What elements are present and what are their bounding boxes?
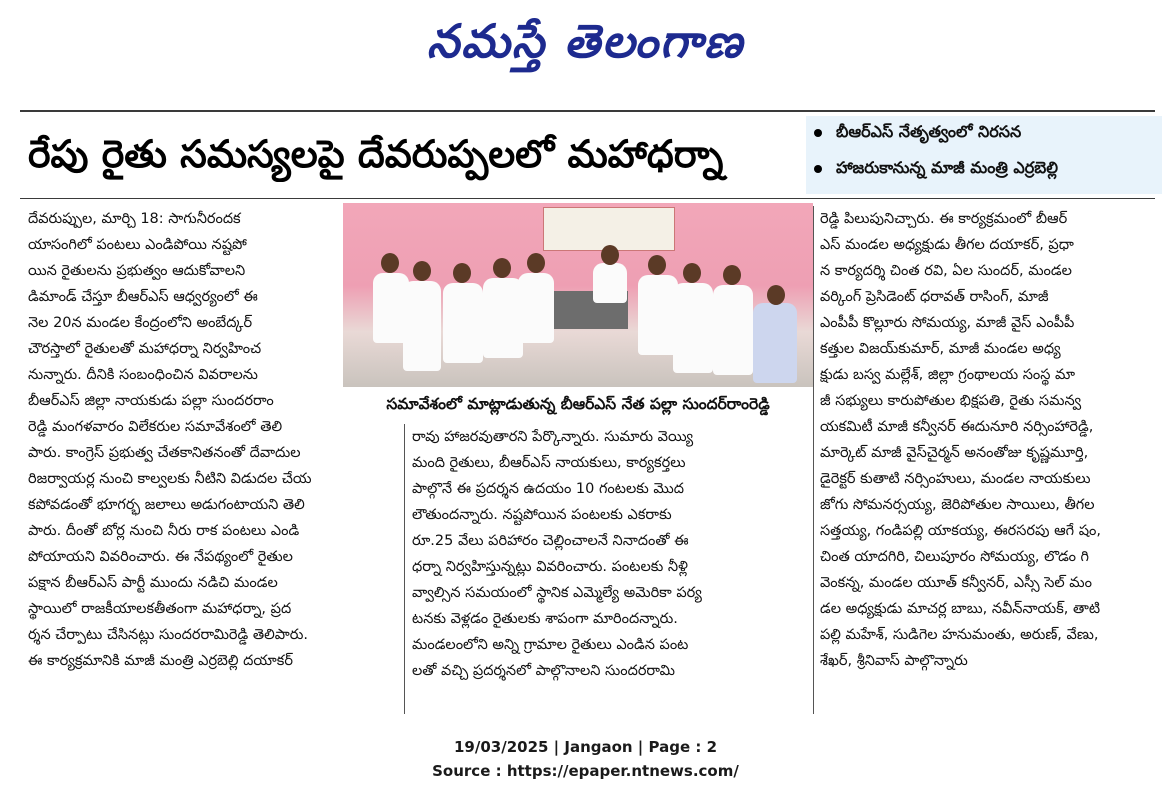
article-line: పారు. కాంగ్రెస్ ప్రభుత్వ చేతకానితనంతో దేవాదుల — [28, 445, 301, 461]
article-line: నున్నారు. దీనికి సంబంధించిన వివరాలను — [28, 367, 258, 383]
top-divider — [20, 110, 1155, 112]
column-divider — [404, 424, 405, 714]
article-column-3 — [820, 206, 1156, 674]
article-column-1 — [28, 206, 396, 674]
article-line: నెల 20న మండల కేంద్రంలోని అంబేద్కర్ — [28, 315, 253, 331]
article-line: మంది రైతులు, బీఆర్ఎస్ నాయకులు, కార్యకర్తలు — [412, 455, 686, 471]
bullet-icon — [814, 165, 822, 173]
article-line: వ్వాల్సిన సమయంలో స్థానిక ఎమ్మెల్యే అమెరికా పర్య — [412, 585, 702, 601]
article-line: చింత యాదగిరి, చిలుపూరం సోమయ్య, లొడం గి — [820, 549, 1090, 565]
article-line: కపోవడంతో భూగర్భ జలాలు అడుగంటాయని తెలి — [28, 497, 305, 513]
article-line: ధర్నా నిర్వహిస్తున్నట్లు వివరించారు. పంటలకు నీళ్లి — [412, 559, 688, 575]
article-line: ఎస్ మండల అధ్యక్షుడు తీగల దయాకర్, ప్రధా — [820, 237, 1074, 253]
article-line: యకమిటీ మాజీ కన్వీనర్ ఈదునూరి నర్సింహారెడ్డి, — [820, 419, 1094, 435]
article-column-2 — [412, 424, 806, 684]
article-line: కత్తుల విజయ్‌కుమార్, మాజీ మండల అధ్య — [820, 341, 1061, 357]
article-line: రావు హాజరవుతారని పేర్కొన్నారు. సుమారు వెయ్యి — [412, 429, 694, 445]
article-line: శేఖర్, శ్రీనివాస్ పాల్గొన్నారు — [820, 653, 968, 669]
article-line: ఎంపీపీ కొల్లూరు సోమయ్య, మాజీ వైస్ ఎంపీపీ — [820, 315, 1075, 331]
highlight-text: బీఆర్ఎస్ నేతృత్వంలో నిరసన — [836, 122, 1022, 141]
article-line: పాల్గొనే ఈ ప్రదర్శన ఉదయం 10 గంటలకు మొద — [412, 481, 685, 497]
article-line: పోయాయని వివరించారు. ఈ నేపథ్యంలో రైతుల — [28, 549, 293, 565]
footer-source: Source : https://epaper.ntnews.com/ — [432, 762, 739, 780]
article-line: ఈ కార్యక్రమానికి మాజీ మంత్రి ఎర్రబెల్లి దయాకర్ — [28, 653, 293, 669]
article-line: టనకు వెళ్లడం రైతులకు శాపంగా మారిందన్నారు. — [412, 611, 678, 627]
article-line: డిమాండ్ చేస్తూ బీఆర్ఎస్ ఆధ్వర్యంలో ఈ — [28, 289, 258, 305]
article-line: దేవరుప్పుల, మార్చి 18: సాగునీరందక — [28, 211, 241, 227]
highlights-box — [806, 116, 1162, 194]
highlight-text: హాజరుకానున్న మాజీ మంత్రి ఎర్రబెల్లి — [836, 158, 1058, 177]
article-line: పారు. దీంతో బోర్ల నుంచి నీరు రాక పంటలు ఎండి — [28, 523, 300, 539]
article-line: లౌతుందన్నారు. నష్టపోయిన పంటలకు ఎకరాకు — [412, 507, 672, 523]
article-line: వెంకన్న, మండల యూత్ కన్వీనర్, ఎస్సీ సెల్ మం — [820, 575, 1092, 591]
article-line: సత్తయ్య, గండిపల్లి యాకయ్య, ఈరసరపు ఆగే షం, — [820, 523, 1102, 539]
article-line: డల అధ్యక్షుడు మాచర్ల బాబు, నవీన్‌నాయక్, తాటి — [820, 601, 1101, 617]
article-line: రెడ్డి మంగళవారం విలేకరుల సమావేశంలో తెలి — [28, 419, 283, 435]
article-line: డైరెక్టర్ కుతాటి నర్సింహులు, మండల నాయకులు — [820, 471, 1091, 487]
article-line: వర్కింగ్ ప్రెసిడెంట్ ధరావత్ రాసింగ్, మాజీ — [820, 289, 1049, 305]
photo-caption: సమావేశంలో మాట్లాడుతున్న బీఆర్ఎస్ నేత పల్లా సుందర్‌రాంరెడ్డి — [386, 395, 770, 413]
footer-dateline: 19/03/2025 | Jangaon | Page : 2 — [453, 738, 718, 756]
article-line: జోగు సోమనర్సయ్య, జెరిపోతుల సాయిలు, తీగల — [820, 497, 1095, 513]
article-line: రూ.25 వేలు పరిహారం చెల్లించాలనే నినాదంతో ఈ — [412, 533, 689, 549]
newspaper-name: నమస్తే తెలంగాణ — [426, 14, 745, 68]
article-line: క్షుడు బస్వ మల్లేశ్, జిల్లా గ్రంథాలయ సంస్థ మా — [820, 367, 1076, 383]
article-line: లతో వచ్చి ప్రదర్శనలో పాల్గొనాలని సుందరరామి — [412, 663, 675, 679]
article-line: మండలంలోని అన్ని గ్రామాల రైతులు ఎండిన పంట — [412, 637, 689, 653]
article-headline: రేపు రైతు సమస్యలపై దేవరుప్పలలో మహాధర్నా — [28, 132, 724, 176]
article-line: ర్శన చేర్పాటు చేసినట్లు సుందరరామిరెడ్డి తెలిపారు. — [28, 627, 308, 643]
article-line: యాసంగిలో పంటలు ఎండిపోయి నష్టపో — [28, 237, 247, 253]
article-line: స్థాయిలో రాజకీయాలకతీతంగా మహాధర్నా, ప్రద — [28, 601, 292, 617]
article-line: పల్లి మహేశ్, సుడిగెల హనుమంతు, అరుణ్, వేణు, — [820, 627, 1099, 643]
article-line: బీఆర్ఎస్ జిల్లా నాయకుడు పల్లా సుందరరాం — [28, 393, 274, 409]
article-line: రెడ్డి పిలుపునిచ్చారు. ఈ కార్యక్రమంలో బీఆర్ — [820, 211, 1068, 227]
article-line: మార్కెట్ మాజీ వైస్‌చైర్మన్ అనంతోజు కృష్ణమూర్తి, — [820, 445, 1089, 461]
article-line: జీ సభ్యులు కారుపోతుల భిక్షపతి, రైతు సమన్వ — [820, 393, 1082, 409]
bullet-icon — [814, 129, 822, 137]
article-photo — [343, 203, 813, 387]
article-line: న కార్యదర్శి చింత రవి, ఏల సుందర్, మండల — [820, 263, 1072, 279]
article-line: పక్షాన బీఆర్ఎస్ పార్టీ ముందు నడిచి మండల — [28, 575, 278, 591]
article-line: యిన రైతులను ప్రభుత్వం ఆదుకోవాలని — [28, 263, 246, 279]
column-divider — [813, 206, 814, 714]
masthead — [0, 6, 1171, 76]
headline-divider — [20, 198, 1155, 199]
highlight-item — [814, 122, 1021, 145]
article-line: రిజర్వాయర్ల నుంచి కాల్వలకు నీటిని విడుదల చేయ — [28, 471, 312, 487]
highlight-item — [814, 158, 1058, 181]
article-line: చౌరస్తాలో రైతులతో మహాధర్నా నిర్వహించ — [28, 341, 262, 357]
